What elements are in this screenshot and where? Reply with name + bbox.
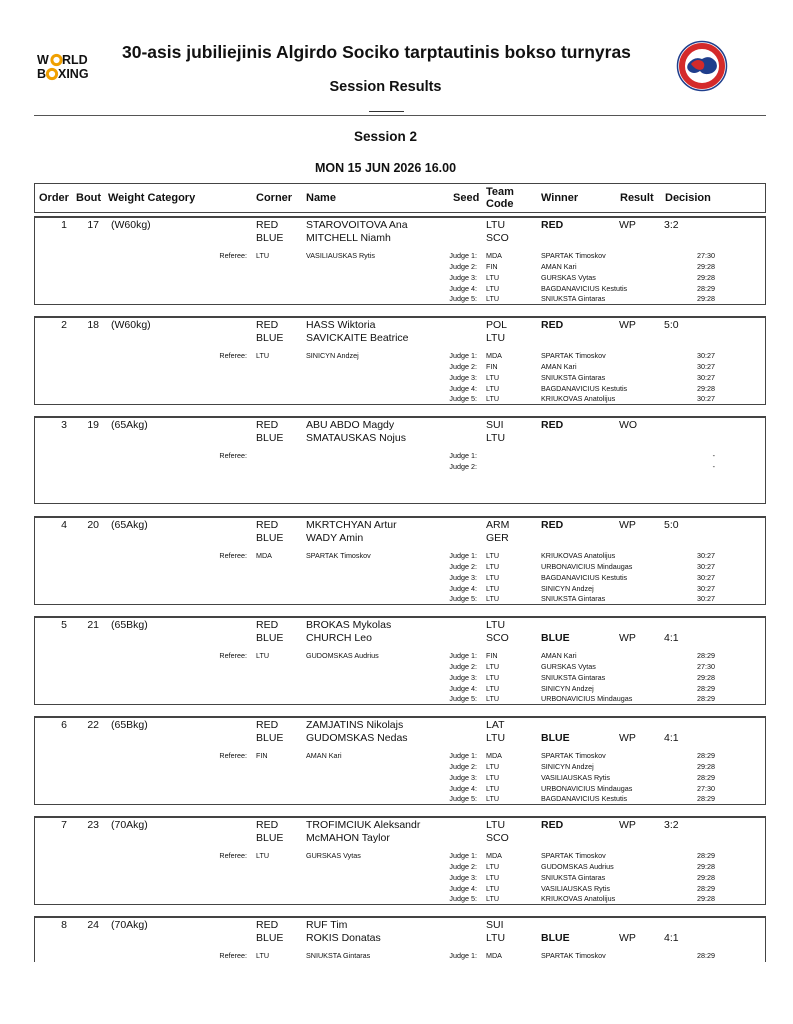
col-winner: Winner bbox=[541, 192, 579, 204]
referee-country: LTU bbox=[256, 351, 270, 360]
decision-score: 3:2 bbox=[664, 219, 679, 231]
judge-country: LTU bbox=[486, 894, 500, 903]
col-result: Result bbox=[620, 192, 654, 204]
col-seed: Seed bbox=[453, 192, 480, 204]
referee-label: Referee: bbox=[219, 451, 247, 460]
judge-country: MDA bbox=[486, 351, 502, 360]
judge-country: LTU bbox=[486, 594, 500, 603]
judge-name: SNIUKSTA Gintaras bbox=[541, 673, 606, 682]
bout-block bbox=[34, 816, 766, 905]
judge-score: - bbox=[712, 451, 715, 460]
blue-corner-label: BLUE bbox=[256, 232, 284, 244]
red-corner-label: RED bbox=[256, 919, 279, 931]
judge-label: Judge 2: bbox=[449, 662, 477, 671]
col-name: Name bbox=[306, 192, 336, 204]
judge-label: Judge 1: bbox=[449, 251, 477, 260]
tournament-title: 30-asis jubiliejinis Algirdo Sociko tarptautinis bokso turnyras bbox=[122, 42, 631, 62]
bout-number: 20 bbox=[87, 519, 99, 531]
col-bout: Bout bbox=[76, 192, 102, 204]
winner-corner: RED bbox=[541, 219, 564, 231]
judge-name: AMAN Kari bbox=[541, 262, 577, 271]
judge-label: Judge 4: bbox=[449, 384, 477, 393]
referee-name: VASILIAUSKAS Rytis bbox=[306, 251, 375, 260]
weight-category: (65Bkg) bbox=[111, 719, 148, 731]
blue-boxer-name: GUDOMSKAS Nedas bbox=[306, 732, 408, 744]
judge-label: Judge 3: bbox=[449, 673, 477, 682]
referee-country: LTU bbox=[256, 951, 270, 960]
judge-country: LTU bbox=[486, 773, 500, 782]
judge-country: FIN bbox=[486, 362, 498, 371]
blue-corner-label: BLUE bbox=[256, 632, 284, 644]
judge-name: SINICYN Andzej bbox=[541, 684, 594, 693]
judge-score: 29:28 bbox=[697, 894, 715, 903]
judge-name: VASILIAUSKAS Rytis bbox=[541, 884, 610, 893]
blue-corner-label: BLUE bbox=[256, 732, 284, 744]
judge-label: Judge 1: bbox=[449, 351, 477, 360]
result-type: WP bbox=[619, 319, 636, 331]
red-team-code: ARM bbox=[486, 519, 510, 531]
judge-name: SNIUKSTA Gintaras bbox=[541, 873, 606, 882]
svg-text:RLD: RLD bbox=[62, 53, 88, 67]
judge-score: 27:30 bbox=[697, 251, 715, 260]
judge-label: Judge 5: bbox=[449, 694, 477, 703]
judge-country: LTU bbox=[486, 784, 500, 793]
blue-team-code: GER bbox=[486, 532, 509, 544]
judge-name: GURSKAS Vytas bbox=[541, 662, 596, 671]
judge-label: Judge 1: bbox=[449, 551, 477, 560]
judge-country: LTU bbox=[486, 762, 500, 771]
results-table-header bbox=[34, 183, 766, 213]
judge-label: Judge 5: bbox=[449, 794, 477, 803]
bout-block bbox=[34, 516, 766, 605]
world-boxing-logo bbox=[37, 52, 115, 82]
judge-label: Judge 2: bbox=[449, 462, 477, 471]
winner-corner: BLUE bbox=[541, 632, 570, 644]
judge-score: 30:27 bbox=[697, 394, 715, 403]
judge-country: LTU bbox=[486, 662, 500, 671]
blue-team-code: LTU bbox=[486, 932, 506, 944]
blue-corner-label: BLUE bbox=[256, 932, 284, 944]
judge-score: 29:28 bbox=[697, 762, 715, 771]
judge-score: 28:29 bbox=[697, 651, 715, 660]
referee-country: LTU bbox=[256, 651, 270, 660]
judge-score: 30:27 bbox=[697, 373, 715, 382]
judge-name: SNIUKSTA Gintaras bbox=[541, 373, 606, 382]
header-divider bbox=[34, 115, 766, 116]
blue-team-code: SCO bbox=[486, 832, 509, 844]
judge-name: KRIUKOVAS Anatolijus bbox=[541, 551, 616, 560]
blue-boxer-name: SAVICKAITE Beatrice bbox=[306, 332, 409, 344]
judge-score: 29:28 bbox=[697, 873, 715, 882]
red-corner-label: RED bbox=[256, 619, 279, 631]
referee-country: MDA bbox=[256, 551, 272, 560]
blue-boxer-name: MITCHELL Niamh bbox=[306, 232, 391, 244]
col-corner: Corner bbox=[256, 192, 293, 204]
judge-score: 28:29 bbox=[697, 684, 715, 693]
bout-number: 17 bbox=[87, 219, 99, 231]
judge-name: SNIUKSTA Gintaras bbox=[541, 594, 606, 603]
judge-score: 30:27 bbox=[697, 351, 715, 360]
judge-country: LTU bbox=[486, 694, 500, 703]
blue-corner-label: BLUE bbox=[256, 832, 284, 844]
decision-score: 4:1 bbox=[664, 632, 679, 644]
judge-label: Judge 1: bbox=[449, 951, 477, 960]
blue-corner-label: BLUE bbox=[256, 332, 284, 344]
winner-corner: RED bbox=[541, 419, 564, 431]
red-corner-label: RED bbox=[256, 719, 279, 731]
red-team-code: LTU bbox=[486, 619, 506, 631]
judge-label: Judge 4: bbox=[449, 584, 477, 593]
judge-name: VASILIAUSKAS Rytis bbox=[541, 773, 610, 782]
col-team-code bbox=[486, 186, 514, 210]
red-team-code: POL bbox=[486, 319, 508, 331]
blue-corner-label: BLUE bbox=[256, 432, 284, 444]
judge-name: SPARTAK Timoskov bbox=[541, 951, 606, 960]
judge-name: BAGDANAVICIUS Kestutis bbox=[541, 573, 628, 582]
judge-country: LTU bbox=[486, 373, 500, 382]
judge-score: 28:29 bbox=[697, 884, 715, 893]
red-boxer-name: BROKAS Mykolas bbox=[306, 619, 392, 631]
judge-country: LTU bbox=[486, 394, 500, 403]
judge-score: 29:28 bbox=[697, 262, 715, 271]
judge-country: LTU bbox=[486, 873, 500, 882]
judge-label: Judge 1: bbox=[449, 651, 477, 660]
blue-boxer-name: WADY Amin bbox=[306, 532, 364, 544]
judge-label: Judge 3: bbox=[449, 873, 477, 882]
judge-label: Judge 4: bbox=[449, 284, 477, 293]
judge-label: Judge 1: bbox=[449, 851, 477, 860]
document-subtitle: Session Results bbox=[329, 79, 442, 95]
referee-name: SPARTAK Timoskov bbox=[306, 551, 371, 560]
judge-country: LTU bbox=[486, 673, 500, 682]
referee-label: Referee: bbox=[219, 551, 247, 560]
judge-score: 29:28 bbox=[697, 384, 715, 393]
judge-score: 30:27 bbox=[697, 551, 715, 560]
bout-block bbox=[34, 716, 766, 805]
col-team-code-line1: Team bbox=[486, 186, 514, 198]
judge-country: MDA bbox=[486, 251, 502, 260]
judge-country: MDA bbox=[486, 951, 502, 960]
svg-text:XING: XING bbox=[58, 67, 89, 81]
judge-country: FIN bbox=[486, 651, 498, 660]
judge-score: 28:29 bbox=[697, 751, 715, 760]
bout-block bbox=[34, 916, 766, 962]
red-team-code: LTU bbox=[486, 819, 506, 831]
result-type: WO bbox=[619, 419, 638, 431]
judge-score: 30:27 bbox=[697, 562, 715, 571]
red-boxer-name: ZAMJATINS Nikolajs bbox=[306, 719, 404, 731]
result-type: WP bbox=[619, 732, 636, 744]
judge-label: Judge 1: bbox=[449, 751, 477, 760]
red-boxer-name: MKRTCHYAN Artur bbox=[306, 519, 397, 531]
judge-score: 28:29 bbox=[697, 773, 715, 782]
blue-team-code: LTU bbox=[486, 432, 506, 444]
bout-order: 1 bbox=[61, 219, 67, 231]
judge-country: LTU bbox=[486, 862, 500, 871]
referee-name: AMAN Kari bbox=[306, 751, 342, 760]
red-corner-label: RED bbox=[256, 319, 279, 331]
judge-country: LTU bbox=[486, 684, 500, 693]
weight-category: (W60kg) bbox=[111, 219, 151, 231]
judge-name: GURSKAS Vytas bbox=[541, 273, 596, 282]
judge-country: LTU bbox=[486, 273, 500, 282]
weight-category: (65Akg) bbox=[111, 419, 148, 431]
bout-order: 4 bbox=[61, 519, 67, 531]
bout-block bbox=[34, 316, 766, 405]
judge-score: 28:29 bbox=[697, 794, 715, 803]
federation-logo bbox=[676, 40, 728, 92]
referee-country: LTU bbox=[256, 851, 270, 860]
referee-label: Referee: bbox=[219, 351, 247, 360]
bout-number: 21 bbox=[87, 619, 99, 631]
red-boxer-name: RUF Tim bbox=[306, 919, 348, 931]
judge-score: 29:28 bbox=[697, 673, 715, 682]
judge-name: SPARTAK Timoskov bbox=[541, 351, 606, 360]
blue-boxer-name: SMATAUSKAS Nojus bbox=[306, 432, 406, 444]
judge-name: KRIUKOVAS Anatolijus bbox=[541, 394, 616, 403]
judge-label: Judge 3: bbox=[449, 373, 477, 382]
bout-order: 7 bbox=[61, 819, 67, 831]
bout-number: 24 bbox=[87, 919, 99, 931]
red-team-code: SUI bbox=[486, 919, 504, 931]
blue-corner-label: BLUE bbox=[256, 532, 284, 544]
judge-country: LTU bbox=[486, 584, 500, 593]
judge-score: 29:28 bbox=[697, 273, 715, 282]
bout-order: 3 bbox=[61, 419, 67, 431]
decision-score: 4:1 bbox=[664, 732, 679, 744]
judge-label: Judge 5: bbox=[449, 294, 477, 303]
red-boxer-name: HASS Wiktoria bbox=[306, 319, 376, 331]
judge-name: BAGDANAVICIUS Kestutis bbox=[541, 794, 628, 803]
result-type: WP bbox=[619, 819, 636, 831]
judge-name: SINICYN Andzej bbox=[541, 584, 594, 593]
judge-name: URBONAVICIUS Mindaugas bbox=[541, 784, 633, 793]
blue-team-code: LTU bbox=[486, 732, 506, 744]
judge-country: LTU bbox=[486, 551, 500, 560]
decision-score: 3:2 bbox=[664, 819, 679, 831]
svg-text:B: B bbox=[37, 67, 47, 81]
judge-country: LTU bbox=[486, 794, 500, 803]
judge-score: 28:29 bbox=[697, 284, 715, 293]
bout-number: 23 bbox=[87, 819, 99, 831]
result-type: WP bbox=[619, 632, 636, 644]
weight-category: (70Akg) bbox=[111, 919, 148, 931]
judge-name: BAGDANAVICIUS Kestutis bbox=[541, 384, 628, 393]
decision-score: 4:1 bbox=[664, 932, 679, 944]
judge-label: Judge 3: bbox=[449, 773, 477, 782]
red-team-code: SUI bbox=[486, 419, 504, 431]
col-weight-category: Weight Category bbox=[108, 192, 196, 204]
session-label: Session 2 bbox=[353, 129, 418, 144]
referee-label: Referee: bbox=[219, 251, 247, 260]
blue-team-code: LTU bbox=[486, 332, 506, 344]
referee-name: GUDOMSKAS Audrius bbox=[306, 651, 379, 660]
judge-country: LTU bbox=[486, 562, 500, 571]
red-corner-label: RED bbox=[256, 519, 279, 531]
judge-country: MDA bbox=[486, 751, 502, 760]
header-accent-line bbox=[369, 111, 404, 112]
judge-name: SNIUKSTA Gintaras bbox=[541, 294, 606, 303]
judge-label: Judge 2: bbox=[449, 262, 477, 271]
decision-score: 5:0 bbox=[664, 319, 679, 331]
judge-country: FIN bbox=[486, 262, 498, 271]
judge-name: GUDOMSKAS Audrius bbox=[541, 862, 614, 871]
judge-score: 27:30 bbox=[697, 662, 715, 671]
referee-name: SNIUKSTA Gintaras bbox=[306, 951, 371, 960]
referee-country: FIN bbox=[256, 751, 268, 760]
red-boxer-name: ABU ABDO Magdy bbox=[306, 419, 395, 431]
judge-name: URBONAVICIUS Mindaugas bbox=[541, 562, 633, 571]
judge-name: SPARTAK Timoskov bbox=[541, 251, 606, 260]
bout-block bbox=[34, 416, 766, 504]
red-corner-label: RED bbox=[256, 419, 279, 431]
decision-score: 5:0 bbox=[664, 519, 679, 531]
winner-corner: BLUE bbox=[541, 732, 570, 744]
blue-boxer-name: McMAHON Taylor bbox=[306, 832, 390, 844]
judge-score: 27:30 bbox=[697, 784, 715, 793]
result-type: WP bbox=[619, 219, 636, 231]
bout-number: 22 bbox=[87, 719, 99, 731]
referee-label: Referee: bbox=[219, 651, 247, 660]
referee-country: LTU bbox=[256, 251, 270, 260]
judge-label: Judge 4: bbox=[449, 884, 477, 893]
bout-order: 6 bbox=[61, 719, 67, 731]
judge-score: 29:28 bbox=[697, 862, 715, 871]
judge-label: Judge 1: bbox=[449, 451, 477, 460]
judge-label: Judge 5: bbox=[449, 394, 477, 403]
bout-block bbox=[34, 616, 766, 705]
judge-label: Judge 3: bbox=[449, 573, 477, 582]
winner-corner: RED bbox=[541, 819, 564, 831]
red-corner-label: RED bbox=[256, 219, 279, 231]
session-datetime: MON 15 JUN 2026 16.00 bbox=[314, 161, 457, 175]
judge-label: Judge 2: bbox=[449, 862, 477, 871]
judge-label: Judge 5: bbox=[449, 594, 477, 603]
bout-number: 18 bbox=[87, 319, 99, 331]
judge-name: SINICYN Andzej bbox=[541, 762, 594, 771]
judge-country: LTU bbox=[486, 384, 500, 393]
referee-name: GURSKAS Vytas bbox=[306, 851, 361, 860]
weight-category: (W60kg) bbox=[111, 319, 151, 331]
judge-country: MDA bbox=[486, 851, 502, 860]
judge-score: 28:29 bbox=[697, 851, 715, 860]
judge-score: 30:27 bbox=[697, 584, 715, 593]
bout-block bbox=[34, 216, 766, 305]
judge-name: AMAN Kari bbox=[541, 651, 577, 660]
judge-score: 29:28 bbox=[697, 294, 715, 303]
judge-label: Judge 4: bbox=[449, 784, 477, 793]
winner-corner: BLUE bbox=[541, 932, 570, 944]
judge-country: LTU bbox=[486, 294, 500, 303]
blue-team-code: SCO bbox=[486, 232, 509, 244]
judge-label: Judge 2: bbox=[449, 562, 477, 571]
judge-score: 28:29 bbox=[697, 951, 715, 960]
winner-corner: RED bbox=[541, 319, 564, 331]
judge-name: SPARTAK Timoskov bbox=[541, 851, 606, 860]
judge-name: AMAN Kari bbox=[541, 362, 577, 371]
judge-country: LTU bbox=[486, 284, 500, 293]
blue-boxer-name: ROKIS Donatas bbox=[306, 932, 381, 944]
judge-name: BAGDANAVICIUS Kestutis bbox=[541, 284, 628, 293]
judge-score: - bbox=[712, 462, 715, 471]
bout-number: 19 bbox=[87, 419, 99, 431]
red-boxer-name: TROFIMCIUK Aleksandr bbox=[306, 819, 421, 831]
red-team-code: LTU bbox=[486, 219, 506, 231]
judge-name: SPARTAK Timoskov bbox=[541, 751, 606, 760]
judge-label: Judge 5: bbox=[449, 894, 477, 903]
referee-label: Referee: bbox=[219, 751, 247, 760]
bout-order: 2 bbox=[61, 319, 67, 331]
red-boxer-name: STAROVOITOVA Ana bbox=[306, 219, 408, 231]
winner-corner: RED bbox=[541, 519, 564, 531]
referee-name: SINICYN Andzej bbox=[306, 351, 359, 360]
result-type: WP bbox=[619, 519, 636, 531]
weight-category: (70Akg) bbox=[111, 819, 148, 831]
judge-name: URBONAVICIUS Mindaugas bbox=[541, 694, 633, 703]
bout-order: 5 bbox=[61, 619, 67, 631]
blue-boxer-name: CHURCH Leo bbox=[306, 632, 372, 644]
judge-label: Judge 2: bbox=[449, 362, 477, 371]
judge-country: LTU bbox=[486, 573, 500, 582]
col-order: Order bbox=[39, 192, 69, 204]
bout-order: 8 bbox=[61, 919, 67, 931]
col-decision: Decision bbox=[665, 192, 711, 204]
judge-label: Judge 3: bbox=[449, 273, 477, 282]
blue-team-code: SCO bbox=[486, 632, 509, 644]
weight-category: (65Bkg) bbox=[111, 619, 148, 631]
judge-label: Judge 4: bbox=[449, 684, 477, 693]
col-team-code-line2: Code bbox=[486, 198, 514, 210]
judge-score: 30:27 bbox=[697, 594, 715, 603]
judge-name: KRIUKOVAS Anatolijus bbox=[541, 894, 616, 903]
judge-score: 28:29 bbox=[697, 694, 715, 703]
judge-label: Judge 2: bbox=[449, 762, 477, 771]
judge-score: 30:27 bbox=[697, 362, 715, 371]
referee-label: Referee: bbox=[219, 951, 247, 960]
result-type: WP bbox=[619, 932, 636, 944]
judge-score: 30:27 bbox=[697, 573, 715, 582]
red-team-code: LAT bbox=[486, 719, 505, 731]
svg-text:W: W bbox=[37, 53, 49, 67]
judge-country: LTU bbox=[486, 884, 500, 893]
referee-label: Referee: bbox=[219, 851, 247, 860]
weight-category: (65Akg) bbox=[111, 519, 148, 531]
red-corner-label: RED bbox=[256, 819, 279, 831]
